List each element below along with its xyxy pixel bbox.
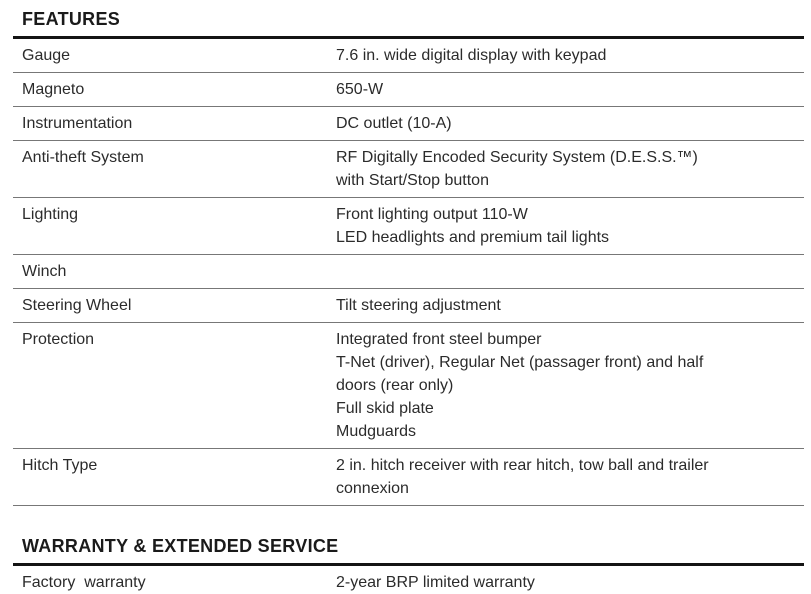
- row-label: Steering Wheel: [22, 297, 132, 314]
- value-line: Integrated front steel bumper: [336, 331, 542, 348]
- row-value: [336, 146, 804, 192]
- table-row: [13, 107, 804, 141]
- value-line: 2 in. hitch receiver with rear hitch, tow ball and trailer: [336, 457, 709, 474]
- row-value: [336, 294, 804, 317]
- value-line: with Start/Stop button: [336, 172, 489, 189]
- table-row: [13, 141, 804, 198]
- row-value: [336, 112, 804, 135]
- value-line: T-Net (driver), Regular Net (passager front) and half: [336, 354, 704, 371]
- row-value: [336, 203, 804, 249]
- section-rows: [13, 39, 804, 506]
- value-line: Front lighting output 110-W: [336, 206, 528, 223]
- table-row: [13, 289, 804, 323]
- value-line: LED headlights and premium tail lights: [336, 229, 610, 246]
- row-value: [336, 328, 804, 443]
- value-line: 650-W: [336, 81, 384, 98]
- row-label: Magneto: [22, 81, 85, 98]
- value-line: RF Digitally Encoded Security System (D.E.S.S.™): [336, 149, 698, 166]
- value-line: connexion: [336, 480, 409, 497]
- table-row: [13, 73, 804, 107]
- row-label: Gauge: [22, 47, 71, 64]
- row-label: Hitch Type: [22, 457, 98, 474]
- row-value: [336, 78, 804, 101]
- row-label: Factory warranty: [22, 574, 146, 591]
- row-label: Protection: [22, 331, 95, 348]
- table-row: [13, 39, 804, 73]
- table-row: [13, 255, 804, 289]
- value-line: Tilt steering adjustment: [336, 297, 501, 314]
- section-title: FEATURES: [22, 9, 121, 29]
- row-value: [336, 454, 804, 500]
- row-label: Winch: [22, 263, 67, 280]
- row-label: Anti-theft System: [22, 149, 144, 166]
- row-label: Instrumentation: [22, 115, 133, 132]
- row-value: [336, 44, 804, 67]
- value-line: DC outlet (10-A): [336, 115, 452, 132]
- value-line: Mudguards: [336, 423, 417, 440]
- value-line: doors (rear only): [336, 377, 454, 394]
- table-row: [13, 566, 804, 594]
- table-row: [13, 323, 804, 449]
- value-line: Full skid plate: [336, 400, 434, 417]
- spec-section: [13, 536, 804, 594]
- table-row: [13, 198, 804, 255]
- spec-section: [13, 9, 804, 506]
- row-label: Lighting: [22, 206, 79, 223]
- section-title: WARRANTY & EXTENDED SERVICE: [22, 536, 339, 556]
- value-line: 2-year BRP limited warranty: [336, 574, 535, 591]
- section-rows: [13, 566, 804, 594]
- table-row: [13, 449, 804, 506]
- value-line: 7.6 in. wide digital display with keypad: [336, 47, 607, 64]
- row-value: [336, 571, 804, 594]
